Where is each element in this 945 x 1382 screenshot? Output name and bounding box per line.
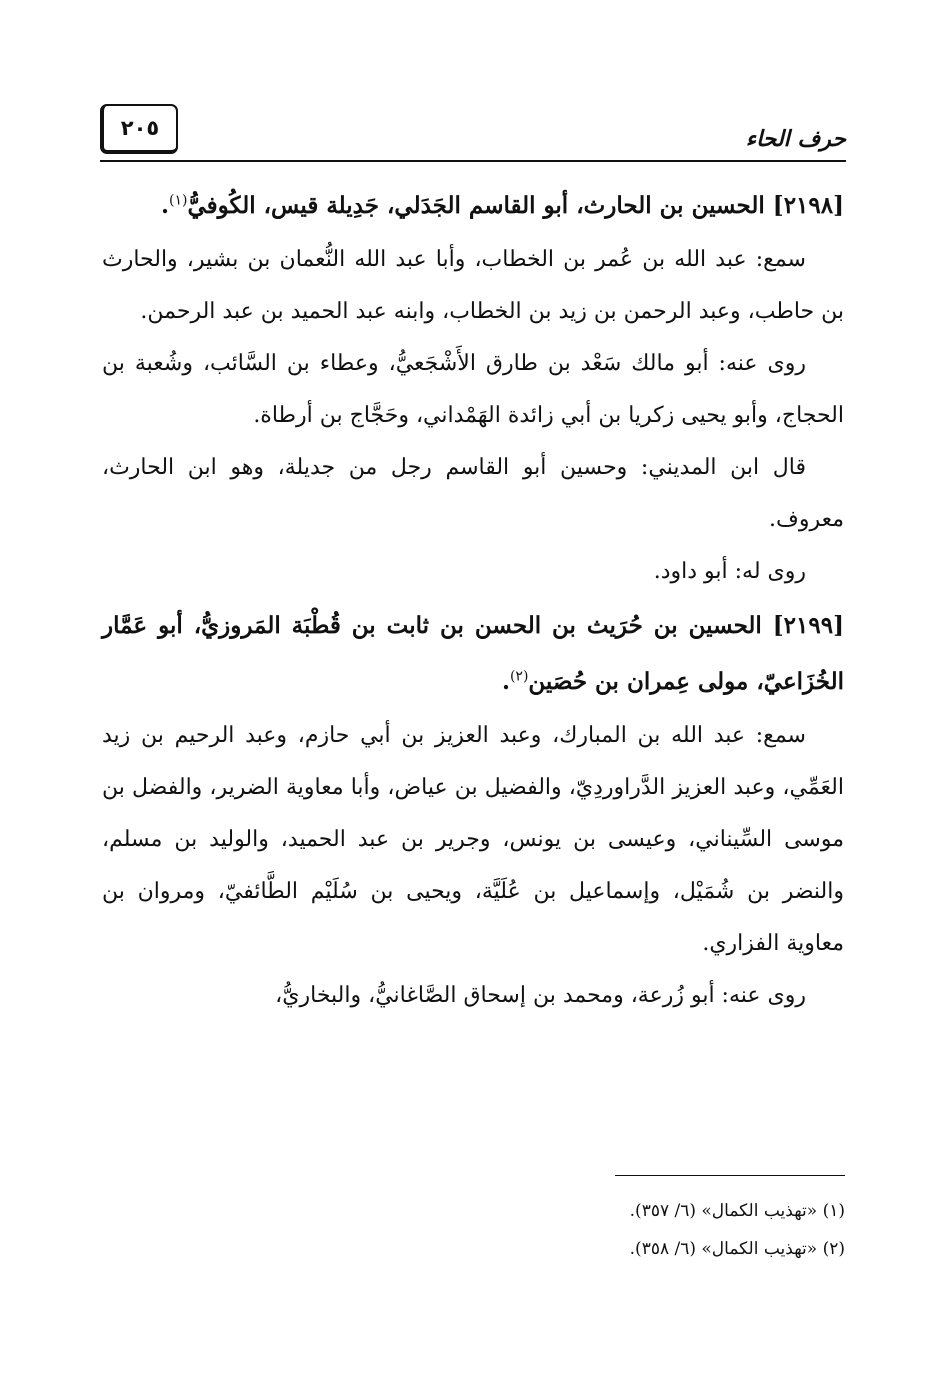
footnotes [105, 1192, 845, 1268]
footnote-divider [615, 1175, 845, 1176]
entry-number: [٢١٩٨] [772, 192, 844, 219]
entry-paragraph: روى عنه: أبو زُرعة، ومحمد بن إسحاق الصَّاغانيُّ، والبخاريُّ، [275, 983, 806, 1008]
page-number: ٢٠٥ [100, 104, 178, 154]
entry-title-end: . [161, 192, 170, 219]
footnote: (٢) «تهذيب الكمال» (٦/ ٣٥٨). [629, 1239, 845, 1259]
entry-title-end: . [501, 668, 510, 695]
entry-paragraph: روى عنه: أبو مالك سَعْد بن طارق الأَشْجَعيُّ، وعطاء بن السَّائب، وشُعبة بن الحجاج، وأبو يحيى زكريا بن أبي زائدة الهَمْداني، وحَجَّاج بن أرطاة. [102, 351, 844, 428]
entry-heading-2199 [102, 598, 844, 710]
page-header [100, 104, 846, 164]
footnote: (١) «تهذيب الكمال» (٦/ ٣٥٧). [629, 1201, 845, 1221]
entry-title: الحسين بن حُرَيث بن الحسن بن ثابت بن قُطْبَة المَروزيُّ، أبو عَمَّار الخُزَاعيّ، مولى عِمران بن حُصَين [102, 612, 844, 695]
footnote-ref: (٢) [509, 668, 529, 685]
running-head-title: حرف الحاء [745, 126, 846, 152]
main-text [102, 178, 844, 1022]
entry-number: [٢١٩٩] [772, 612, 844, 639]
entry-heading-2198 [102, 178, 844, 234]
entry-paragraph: قال ابن المديني: وحسين أبو القاسم رجل من جديلة، وهو ابن الحارث، معروف. [102, 455, 844, 532]
entry-paragraph: روى له: أبو داود. [653, 559, 806, 584]
entry-paragraph: سمع: عبد الله بن المبارك، وعبد العزيز بن أبي حازم، وعبد الرحيم بن زيد العَمِّي، وعبد العزيز الدَّراوردِيّ، والفضيل بن عياض، وأبا معاوية الضرير، والفضل بن موسى السِّيناني، وعيسى بن يونس، وجرير بن عبد الحميد، والوليد بن مسلم، والنضر بن شُمَيْل، وإسماعيل بن عُلَيَّة، ويحيى بن سُلَيْم الطَّائفيّ، ومروان بن معاوية الفزاري. [102, 723, 844, 956]
entry-title: الحسين بن الحارث، أبو القاسم الجَدَلي، جَدِيلة قيس، الكُوفيُّ [187, 192, 765, 219]
header-divider [100, 160, 846, 162]
footnote-ref: (١) [169, 192, 188, 209]
entry-paragraph: سمع: عبد الله بن عُمر بن الخطاب، وأبا عبد الله النُّعمان بن بشير، والحارث بن حاطب، وعبد الرحمن بن زيد بن الخطاب، وابنه عبد الحميد بن عبد الرحمن. [102, 247, 844, 324]
